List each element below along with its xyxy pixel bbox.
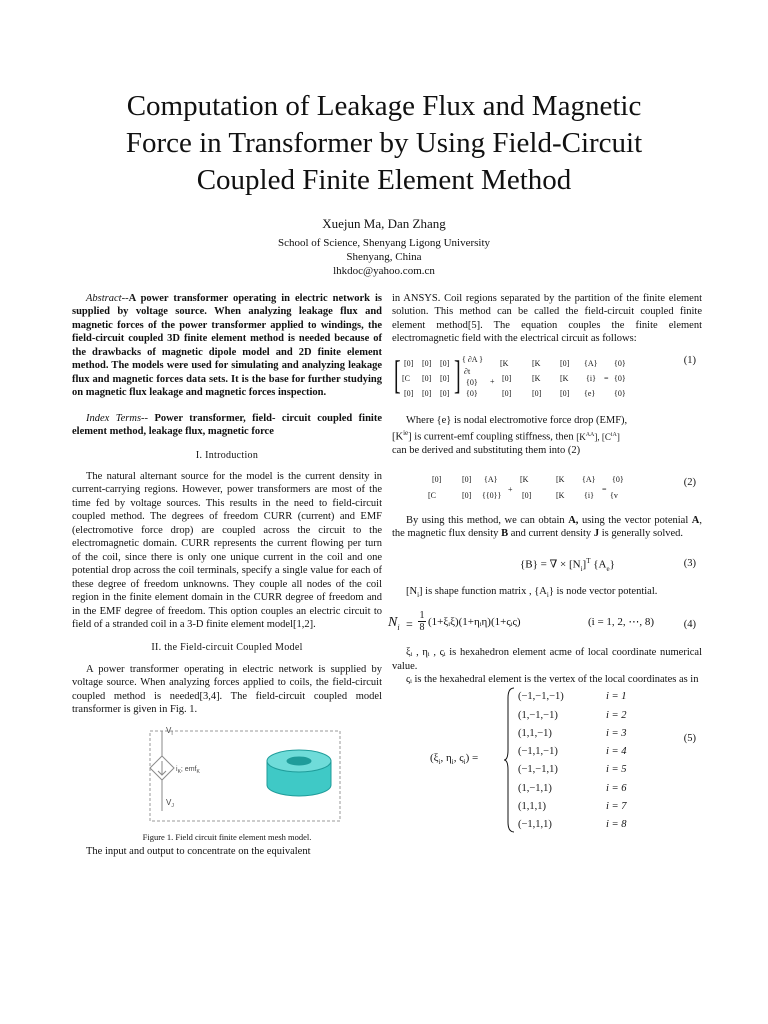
eq5-lhs: ($\xi_i$, $\eta_i$, $\varsigma_i$) =: [430, 752, 479, 767]
hexahedron-paragraph: ξᵢ , ηᵢ , ςᵢ is hexahedron element acme of local coordinate numerical value.: [392, 647, 702, 672]
solution-paragraph: By using this method, we can obtain A, using the vector potenial A, the magnetic flux density B and current density J is generally solved.: [392, 514, 702, 540]
svg-text:∂t: ∂t: [464, 366, 471, 376]
svg-text:+: +: [490, 376, 495, 386]
equation-number: (1): [683, 354, 696, 366]
svg-text:[K: [K: [556, 490, 565, 500]
label-current-emf: $i_K$; emf$_K$: [176, 765, 200, 775]
coupling-paragraph: $[K^{ie}]$ is current-emf coupling stiffness, then $[K^{AA}]$, $[C^{iA}]$: [392, 429, 620, 443]
title-line: Force in Transformer by Using Field-Circuit: [125, 127, 643, 159]
svg-text:{0}: {0}: [612, 474, 624, 484]
index-terms: [72, 412, 382, 439]
index-terms-text: Power transformer, field- circuit coupled finite element method, leakage flux, magnetic force: [72, 412, 382, 438]
svg-text:{v: {v: [610, 490, 618, 500]
svg-text:{i}: {i}: [584, 490, 594, 500]
affiliation-email[interactable]: lhkdoc@yahoo.com.cn: [333, 265, 435, 277]
equation-number: (4): [683, 619, 696, 631]
svg-text:{ ∂A }: { ∂A }: [462, 354, 483, 364]
equation-1-matrix: [392, 352, 652, 410]
svg-text:[0]: [0]: [422, 358, 432, 368]
svg-text:[K: [K: [556, 474, 565, 484]
where-paragraph: Where {e} is nodal electromotive force drop (EMF),: [406, 414, 628, 426]
equation-number: (3): [683, 557, 696, 569]
abstract-label: Abstract--: [86, 293, 129, 304]
svg-text:[0]: [0]: [422, 388, 432, 398]
svg-text:{0}: {0}: [466, 377, 478, 387]
equation-number: (2): [683, 476, 696, 488]
svg-text:[0]: [0]: [560, 358, 570, 368]
label-vi: $V_I$: [166, 725, 173, 737]
svg-text:{A}: {A}: [484, 474, 498, 484]
equation-5: [392, 686, 702, 836]
model-paragraph: A power transformer operating in electric network is supplied by voltage source. When analyzing forces applied to coils, the field-circuit coupled method is needed[3,4]. The field-circuit coupled model transformer is given in Fig. 1.: [72, 663, 382, 716]
svg-text:[0]: [0]: [404, 358, 414, 368]
svg-text:[K: [K: [520, 474, 529, 484]
eq5-conditions: i = 1 i = 2 i = 3 i = 4 i = 5 i = 6 i = 7 i = 8: [606, 691, 627, 830]
svg-text:[0]: [0]: [462, 490, 472, 500]
svg-text:[0]: [0]: [422, 373, 432, 383]
equation-number: (5): [683, 733, 696, 745]
abstract: [72, 292, 382, 400]
svg-text:[0]: [0]: [502, 388, 512, 398]
derived-paragraph: can be derived and substituting them into (2): [392, 445, 581, 457]
svg-text:{A}: {A}: [584, 358, 598, 368]
index-terms-label: Index Terms--: [86, 412, 155, 424]
title-line: Computation of Leakage Flux and Magnetic: [126, 90, 642, 122]
abstract-text: A power transformer operating in electric network is supplied by voltage source. When analyzing leakage flux and magnetic forces of the power transformer applied to windings, the field-circuit coupled 3D finite element method is needed because of the drawbacks of magnetic dipole model and 2D finite element method. The models were used for simulating and analyzing leakage flux and magnetic forces data sets. It is the base for further studying on magnetic flux leakage and magnetic forces inspection.: [72, 293, 382, 399]
svg-text:[0]: [0]: [440, 358, 450, 368]
svg-text:=: =: [604, 373, 609, 383]
svg-text:{0}: {0}: [466, 388, 478, 398]
svg-text:+: +: [508, 484, 513, 494]
section-heading-introduction: I. Introduction: [195, 449, 259, 461]
eq5-brace: [504, 686, 516, 834]
paper-title: [60, 88, 708, 199]
svg-text:[0]: [0]: [560, 388, 570, 398]
svg-text:=: =: [602, 484, 607, 494]
svg-text:[0]: [0]: [462, 474, 472, 484]
svg-text:[0]: [0]: [522, 490, 532, 500]
ansys-paragraph: in ANSYS. Coil regions separated by the partition of the finite element solution. This method can be called the field-circuit coupled finite element method[5]. The equation couples the finite element electromagnetic field with the electrical circuit as follows:: [392, 293, 702, 345]
svg-text:[C: [C: [428, 490, 436, 500]
equation-2-matrix: [392, 466, 652, 510]
authors: Xuejun Ma, Dan Zhang: [322, 216, 446, 231]
continuation-line: The input and output to concentrate on the equivalent: [86, 845, 311, 857]
equation-1: [392, 352, 702, 414]
svg-text:]: ]: [454, 352, 461, 397]
affiliation-city: Shenyang, China: [346, 251, 422, 263]
svg-text:[C: [C: [402, 373, 410, 383]
svg-text:{i}: {i}: [586, 373, 596, 383]
right-column: [388, 292, 702, 836]
svg-text:[0]: [0]: [440, 373, 450, 383]
vertex-paragraph: ςᵢ is the hexahedral element is the vertex of the local coordinates as in: [406, 674, 699, 686]
svg-text:{e}: {e}: [584, 388, 596, 398]
svg-text:[: [: [394, 352, 401, 397]
svg-text:{A}: {A}: [582, 474, 596, 484]
svg-text:[0]: [0]: [404, 388, 414, 398]
figure-1: [72, 723, 382, 843]
svg-text:{0}: {0}: [614, 358, 626, 368]
eq5-values: (−1,−1,−1) (1,−1,−1) (1,1,−1) (−1,1,−1) (−1,−1,1) (1,−1,1) (1,1,1) (−1,1,1): [518, 691, 564, 830]
equation-3: {B} = ∇ × $[N_i]^T$ $\{A_e\}$ (3): [520, 556, 696, 573]
svg-text:[K: [K: [532, 358, 541, 368]
svg-text:{0}: {0}: [614, 373, 626, 383]
svg-text:{0}: {0}: [614, 388, 626, 398]
title-line: Coupled Finite Element Method: [196, 164, 572, 196]
svg-text:[0]: [0]: [502, 373, 512, 383]
affiliation-school: School of Science, Shenyang Ligong University: [277, 237, 491, 249]
shape-function-paragraph: $[N_i]$ is shape function matrix , $\{A_i\}$ is node vector potential.: [406, 585, 658, 599]
section-heading-model: II. the Field-circuit Coupled Model: [151, 642, 303, 654]
affiliation: [0, 236, 768, 278]
equation-2: [392, 466, 702, 514]
left-column: [72, 292, 382, 858]
svg-text:{{0}}: {{0}}: [482, 490, 502, 500]
label-vj: $V_J$: [166, 797, 174, 809]
svg-text:[0]: [0]: [532, 388, 542, 398]
matrix-ka-ca: $[K^{AA}]$, $[C^{iA}]$: [576, 431, 620, 442]
svg-text:[0]: [0]: [432, 474, 442, 484]
svg-text:[K: [K: [532, 373, 541, 383]
equation-4: $N_i$ = 1 8 (1+ξᵢξ)(1+ηᵢη)(1+ςᵢς) (i = 1, 2, ⋯, 8) (4): [388, 610, 696, 634]
figure-caption: Figure 1. Field circuit finite element mesh model.: [142, 832, 312, 843]
introduction-paragraph: The natural alternant source for the model is the current density in current-carrying regions. However, power transformers are most of the time fed by voltage sources. This results in the need to field-circuit coupled method. The degrees of freedom CURR (current) and EMF (electromotive force drop) are coupled across the circuit to the electromagnetic domain. CURR represents the current flowing per turn of the coil, since there is only one unique current in the coil and one potential drop across the coil terminals, specify a single value for each of these degree of freedom unknowns. They couple all nodes of the coil region in the finite element domain in the CURR degree of freedom and in the EMF degree of freedom. This option couples an electric circuit to field of a stranded coil in a 3-D finite element model[1,2].: [72, 470, 382, 630]
svg-text:[K: [K: [500, 358, 509, 368]
svg-text:[K: [K: [560, 373, 569, 383]
field-circuit-diagram: [72, 723, 382, 823]
coil-cylinder: [267, 750, 331, 796]
svg-text:[0]: [0]: [440, 388, 450, 398]
